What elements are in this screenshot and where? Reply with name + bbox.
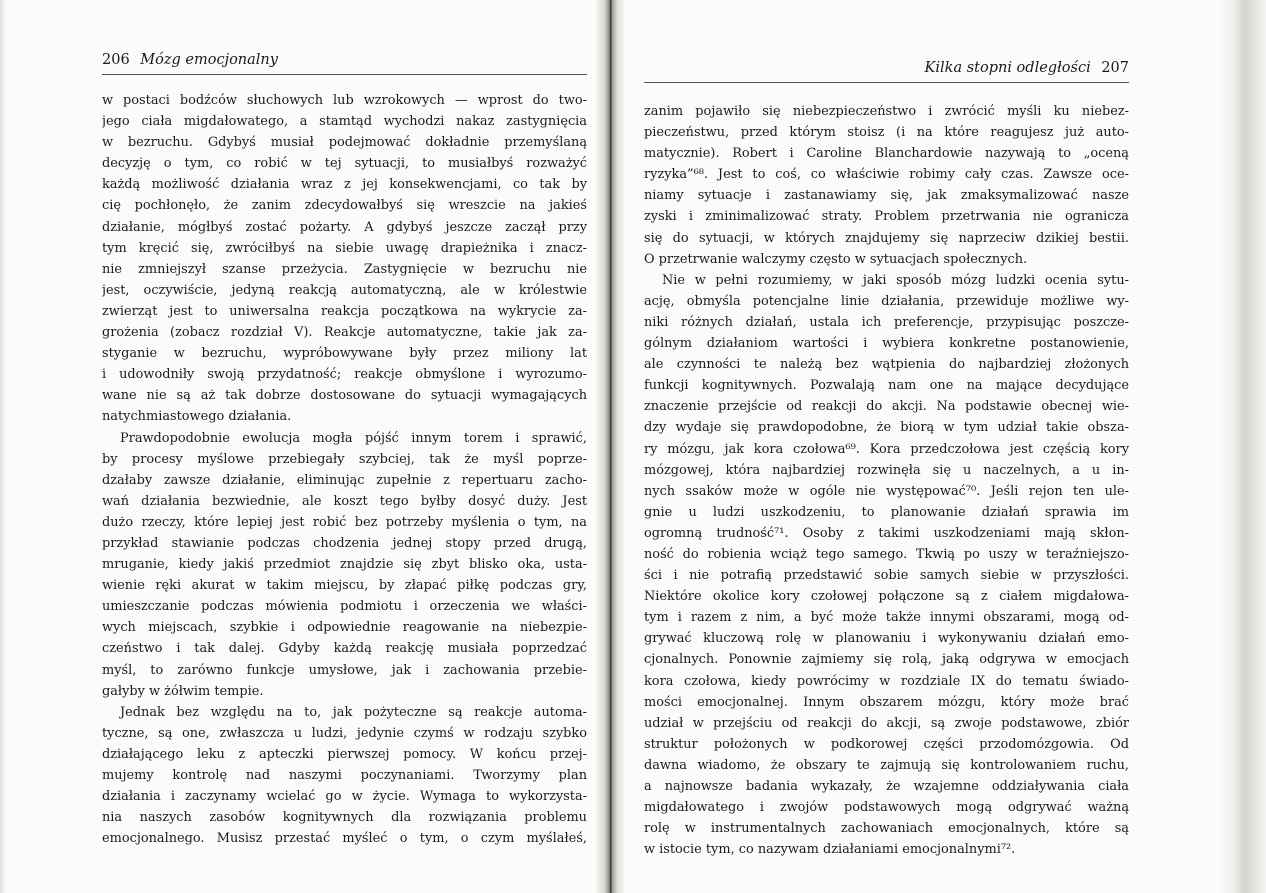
book-gutter bbox=[596, 0, 624, 893]
text-line: cię pochłonęło, że zanim zdecydowałbyś się wreszcie na jakieś bbox=[102, 198, 587, 214]
text-line: przykład stawianie podczas chodzenia jednej stopy przed drugą, bbox=[102, 535, 587, 551]
text-line: grywać kluczową rolę w planowaniu i wykonywaniu działań emo- bbox=[644, 631, 1129, 647]
text-line: natychmiastowego działania. bbox=[102, 409, 292, 425]
left-page-header bbox=[102, 52, 587, 75]
text-line: gnie u ludzi uszkodzeniu, to planowanie działań sprawia im bbox=[644, 504, 1129, 520]
text-line: niki różnych działań, ustala ich preferencje, przypisując poszcze- bbox=[644, 314, 1129, 330]
text-line: funkcji kognitywnych. Pozwalają nam one na mające decydujące bbox=[644, 378, 1129, 394]
right-page bbox=[622, 0, 1266, 893]
text-line: udział w przejściu od reakcji do akcji, są zwoje podstawowe, zbiór bbox=[644, 715, 1129, 731]
left-page bbox=[0, 0, 600, 893]
text-line: działającego leku z apteczki pierwszej pomocy. W końcu przej- bbox=[102, 746, 587, 762]
text-line: jest, oczywiście, jedyną reakcją automatyczną, ale w królestwie bbox=[102, 282, 587, 298]
page-number-right: 207 bbox=[1101, 60, 1129, 76]
text-line: pieczeństwu, przed którym stoisz (i na które reagujesz już auto- bbox=[644, 125, 1129, 141]
page-number-left: 206 bbox=[102, 52, 130, 68]
text-line: kora czołowa, kiedy powrócimy w rozdziale IX do tematu świado- bbox=[644, 673, 1129, 689]
text-line: matycznie). Robert i Caroline Blanchardowie nazywają to „oceną bbox=[644, 146, 1129, 162]
text-line: myśl, to zarówno funkcje umysłowe, jak i zachowania przebie- bbox=[102, 662, 587, 678]
text-line: dzy wydaje się prawdopodobne, że biorą w tym udział takie obsza- bbox=[644, 420, 1129, 436]
text-line: mujemy kontrolę nad naszymi poczynaniami. Tworzymy plan bbox=[102, 768, 587, 783]
right-page-header bbox=[644, 60, 1129, 83]
text-line: znaczenie przejście od reakcji do akcji. Na podstawie obecnej wie- bbox=[644, 399, 1129, 415]
text-line: a najnowsze badania wykazały, że wzajemne oddziaływania ciała bbox=[644, 779, 1129, 794]
running-title-right: Kilka stopni odległości bbox=[924, 60, 1091, 76]
left-page-body bbox=[102, 90, 587, 849]
text-line: wych miejscach, szybkie i odpowiednie reagowanie na niebezpie- bbox=[102, 620, 587, 636]
text-line: emocjonalnego. Musisz przestać myśleć o tym, o czym myślałeś, bbox=[102, 831, 587, 847]
text-line: nie zmniejszył szanse przeżycia. Zastygnięcie w bezruchu nie bbox=[102, 261, 587, 277]
text-line: O przetrwanie walczymy często w sytuacjach społecznych. bbox=[644, 251, 1028, 267]
text-line: rolę w instrumentalnych zachowaniach emocjonalnych, które są bbox=[644, 821, 1129, 837]
text-line: Jednak bez względu na to, jak pożyteczne są reakcje automa- bbox=[120, 704, 587, 720]
text-line: w postaci bodźców słuchowych lub wzrokowych — wprost do two- bbox=[102, 93, 587, 108]
text-line: czeństwo i tak dalej. Gdyby każdą reakcję musiała poprzedzać bbox=[102, 641, 587, 657]
text-line: umieszczanie podczas mówienia podmiotu i orzeczenia we właści- bbox=[102, 599, 587, 615]
text-line: działanie, mógłbyś zostać pożarty. A gdybyś jeszcze zaczął przy bbox=[102, 219, 587, 235]
text-line: decyzję o tym, co robić w tej sytuacji, to musiałbyś rozważyć bbox=[102, 156, 587, 172]
text-line: nia naszych zasobów kognitywnych dla rozwiązania problemu bbox=[102, 810, 587, 826]
text-line: tym kręcić się, zwróciłbyś na siebie uwagę drapieżnika i znacz- bbox=[102, 240, 587, 256]
text-line: zanim pojawiło się niebezpieczeństwo i zwrócić myśli ku niebez- bbox=[644, 104, 1129, 119]
text-line: dzałaby zawsze działanie, eliminując zupełnie z repertuaru zacho- bbox=[102, 472, 587, 488]
text-line: dawna wiadomo, że obszary te zajmują się kontrolowaniem ruchu, bbox=[644, 757, 1129, 773]
text-line: Prawdopodobnie ewolucja mogła pójść innym torem i sprawić, bbox=[120, 430, 587, 446]
text-line: Nie w pełni rozumiemy, w jaki sposób mózg ludzki ocenia sytu- bbox=[662, 272, 1129, 288]
text-line: ację, obmyśla potencjalne linie działania, przewiduje możliwe wy- bbox=[644, 293, 1129, 309]
text-line: niamy sytuacje i zastanawiamy się, jak zmaksymalizować nasze bbox=[644, 188, 1129, 204]
text-line: nych ssaków może w ogóle nie występować⁷⁰. Jeśli rejon ten ule- bbox=[644, 483, 1129, 499]
text-line: migdałowatego i zwojów podstawowych mogą odgrywać ważną bbox=[644, 800, 1129, 816]
text-line: grożenia (zobacz rozdział V). Reakcje automatyczne, takie jak za- bbox=[102, 325, 587, 341]
text-line: mości emocjonalnej. Innym obszarem mózgu, który może brać bbox=[644, 694, 1129, 710]
text-line: mruganie, kiedy jakiś przedmiot znajdzie się zbyt blisko oka, usta- bbox=[102, 557, 587, 573]
text-line: Niektóre okolice kory czołowej połączone są z ciałem migdałowa- bbox=[644, 589, 1129, 605]
text-line: styganie w bezruchu, wypróbowywane były przez miliony lat bbox=[102, 346, 587, 362]
text-line: cjonalnych. Ponownie zajmiemy się rolą, jaką odgrywa w emocjach bbox=[644, 652, 1129, 668]
text-line: wane nie są aż tak dobrze dostosowane do sytuacji wymagających bbox=[102, 388, 587, 404]
text-line: ale czynności te należą bez wątpienia do najbardziej złożonych bbox=[644, 357, 1129, 373]
text-line: ry mózgu, jak kora czołowa⁶⁹. Kora przedczołowa jest częścią kory bbox=[644, 441, 1129, 457]
text-line: zyski i zminimalizować straty. Problem przetrwania nie ogranicza bbox=[644, 209, 1129, 225]
text-line: w istocie tym, co nazywam działaniami emocjonalnymi⁷². bbox=[644, 842, 1016, 858]
text-line: mózgowej, która najbardziej rozwinęła się u naczelnych, a u in- bbox=[644, 462, 1129, 478]
text-line: struktur położonych w podkorowej części przodomózgowia. Od bbox=[644, 736, 1129, 752]
page-edge-right bbox=[1220, 0, 1266, 893]
text-line: zwierząt jest to uniwersalna reakcja początkowa na wykrycie za- bbox=[102, 303, 587, 319]
text-line: tym i razem z nim, a być może także innymi obszarami, mogą od- bbox=[644, 610, 1129, 626]
text-line: gólnym działaniom wartości i wybiera konkretne postanowienie, bbox=[644, 336, 1129, 352]
text-line: wań działania bezwiednie, ale koszt tego byłby dosyć duży. Jest bbox=[102, 493, 587, 509]
text-line: dużo rzeczy, które lepiej jest robić bez potrzeby myślenia o tym, na bbox=[102, 514, 587, 530]
text-line: jego ciała migdałowatego, a stamtąd wychodzi nakaz zastygnięcia bbox=[102, 114, 587, 130]
text-line: i udowodniły swoją przydatność; reakcje obmyślone i wyrozumo- bbox=[102, 367, 587, 383]
text-line: ogromną trudność⁷¹. Osoby z takimi uszkodzeniami mają skłon- bbox=[644, 525, 1129, 541]
text-line: by procesy myślowe przebiegały szybciej, tak że myśl poprze- bbox=[102, 451, 587, 467]
right-page-body bbox=[644, 101, 1129, 860]
text-line: w bezruchu. Gdybyś musiał podejmować dokładnie przemyślaną bbox=[102, 135, 587, 151]
text-line: tyczne, są one, zwłaszcza u ludzi, jedynie czymś w rodzaju szybko bbox=[102, 725, 587, 741]
text-line: wienie ręki akurat w takim miejscu, by złapać piłkę podczas gry, bbox=[102, 578, 587, 594]
text-line: ność do robienia wciąż tego samego. Tkwią po uszy w teraźniejszo- bbox=[644, 546, 1129, 562]
text-line: ryzyka”⁶⁸. Jest to coś, co właściwie robimy cały czas. Zawsze oce- bbox=[644, 167, 1129, 183]
running-title-left: Mózg emocjonalny bbox=[140, 52, 278, 68]
text-line: się do sytuacji, w których znajdujemy się naprzeciw dzikiej bestii. bbox=[644, 230, 1129, 246]
text-line: działania i zaczynamy wcielać go w życie. Wymaga to wykorzysta- bbox=[102, 789, 587, 805]
text-line: każdą możliwość działania wraz z jej konsekwencjami, co tak by bbox=[102, 177, 587, 193]
text-line: gałyby w żółwim tempie. bbox=[102, 683, 264, 699]
text-line: ści i nie potrafią przedstawić sobie samych siebie w przyszłości. bbox=[644, 568, 1129, 584]
